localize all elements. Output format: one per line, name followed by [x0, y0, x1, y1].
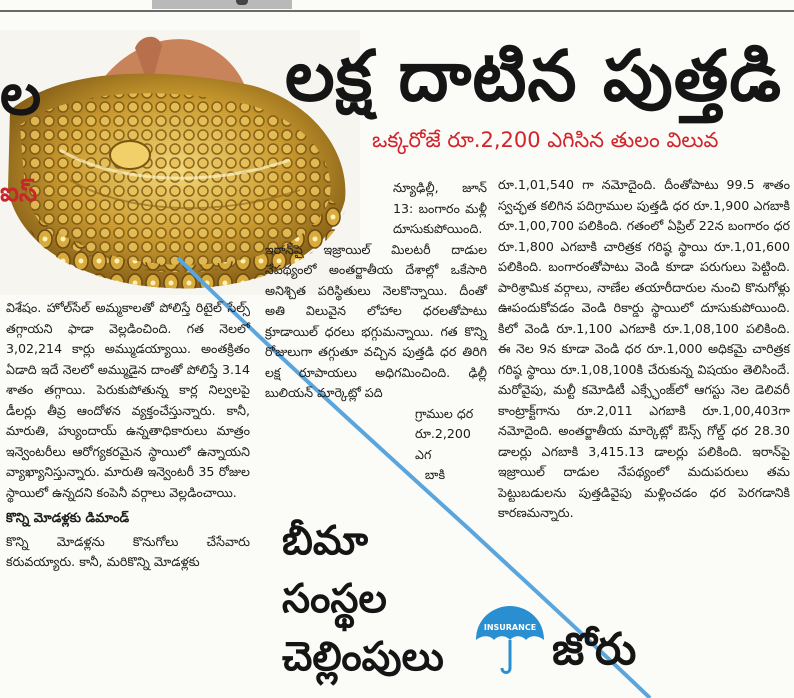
middle-column	[265, 178, 487, 486]
left-column	[6, 298, 250, 573]
top-rule	[0, 10, 794, 12]
left-subhead-fragment: ఐస్	[0, 178, 38, 208]
second-story-headline-line: బీమా	[282, 518, 368, 564]
left-column-paragraph: విశేషం. హోల్‌సేల్ అమ్మకాలతో పోలిస్తే రిటైల్ సేల్స్ తగ్గాయని ఫాడా వెల్లడించింది. గత నెలలో 3,02,214 కార్లు అమ్ముడయ్యాయి. అంతక్రితం ఏడాది ఇదే నెలలో అమ్ముడైన దాంతో పోలిస్తే 3.14 శాతం తగ్గాయి. పెరుకుపోతున్న కార్ల నిల్వలపై డీలర్లు తీవ్ర ఆందోళన వ్యక్తంచేస్తున్నారు. కానీ, మారుతి, హ్యుందాయ్ ఉన్నతాధికారులు మాత్రం ఇన్వెంటరీలు ఆరోగ్యకరమైన స్థాయిలో ఉన్నాయని వ్యాఖ్యానిస్తున్నారు. మారుతి ఇన్వెంటరీ 35 రోజుల స్థాయిలో ఉన్నదని కంపెనీ వర్గాలు వెల్లడించాయి.	[6, 300, 250, 500]
second-story-headline	[282, 512, 482, 686]
right-column-paragraph: రూ.1,01,540 గా నమోదైంది. దీంతోపాటు 99.5 శాతం స్వచ్ఛత కలిగిన పదిగ్రాముల పుత్తడి ధర రూ.1,900 ఎగబాకి రూ.1,00,700 పలికింది. గతంలో ఏప్రిల్ 22న బంగారం ధర రూ.1,800 ఎగబాకి చారిత్రక గరిష్ఠ స్థాయి రూ.1,01,600 పలికింది. బంగారంతోపాటు వెండి కూడా పరుగులు పెట్టింది. పారిశ్రామిక వర్గాలు, నాణేల తయారీదారుల నుంచి కొనుగోళ్లు ఊపందుకోవడం వెండి రికార్డు స్థాయిలో దూసుకుపోయింది. కిలో వెండి రూ.1,100 ఎగబాకి రూ.1,08,100 పలికింది. ఈ నెల 9న కూడా వెండి ధర రూ.1,000 అధికమై చారిత్రక గరిష్ఠ స్థాయి రూ.1,08,100కి చేరుకున్న విషయం తెలిసిందే. మరోవైపు, మల్టీ కమోడిటీ ఎక్స్ఛేంజ్‌లో ఆగస్టు నెల డెలివరీ కాంట్రాక్ట్‌గాను రూ.2,011 ఎగబాకి రూ.1,00,403గా నమోదైంది. అంతర్జాతీయ మార్కెట్లో ఔన్స్ గోల్డ్ ధర 28.30 డాలర్లు ఎగబాకి 3,415.13 డాలర్లు పలికింది. ఇరాన్‌పై ఇజ్రాయిల్ దాడుల నేపథ్యంలో మదుపరులు తమ పెట్టుబడులను పుత్తడివైపు మళ్లించడం ధర పెరగడానికి కారణమన్నారు.	[498, 177, 790, 520]
right-column	[498, 175, 790, 524]
second-story-headline-line: సంస్థల	[282, 576, 387, 622]
middle-column-paragraph: ఇరాన్‌పై ఇజ్రాయిల్ మిలటరీ దాడుల నేపథ్యంలో అంతర్జాతీయ దేశాల్లో ఒకేసారి అనిశ్చిత పరిస్థితులు నెలకొన్నాయి. దీంతో అతి విలువైన లోహాల ధరలతోపాటు క్రూడాయిల్ ధరలు భగ్గుమన్నాయి. గత కొన్ని రోజులుగా తగ్గుతూ వచ్చిన పుత్తడి ధర తిరిగి లక్ష రూపాయలు అధిగమించింది. ఢిల్లీ బులియన్ మార్కెట్లో పది	[265, 241, 487, 400]
main-subheadline: ఒక్కరోజే రూ.2,200 ఎగిసిన తులం విలువ	[372, 128, 719, 152]
left-headline-fragment: ల	[0, 60, 42, 128]
middle-column-tail: బాకి	[424, 467, 446, 482]
top-tab-mark	[236, 0, 248, 5]
middle-column-tail: రూ.2,200 ఎగ	[415, 426, 471, 462]
second-story-headline-line: చెల్లింపులు	[282, 634, 444, 680]
left-column-subhead: కొన్ని మోడళ్లకు డిమాండ్	[6, 511, 130, 526]
top-section-tab	[152, 0, 292, 9]
middle-column-tail: గ్రాముల ధర	[415, 405, 474, 421]
insurance-umbrella-icon	[470, 600, 550, 680]
left-column-paragraph: కొన్ని మోడళ్లను కొనుగోలు చేసేవారు కరువయ్యారు. కానీ, మరికొన్ని మోడళ్లకు	[6, 533, 250, 569]
umbrella-label: INSURANCE	[483, 623, 537, 632]
main-headline: లక్ష దాటిన పుత్తడి	[285, 35, 783, 117]
bottom-headline-fragment: జోరు	[552, 624, 637, 675]
dateline: న్యూఢిల్లీ, జూన్ 13: బంగారం మళ్లీ దూసుకుపోయింది.	[393, 180, 487, 236]
